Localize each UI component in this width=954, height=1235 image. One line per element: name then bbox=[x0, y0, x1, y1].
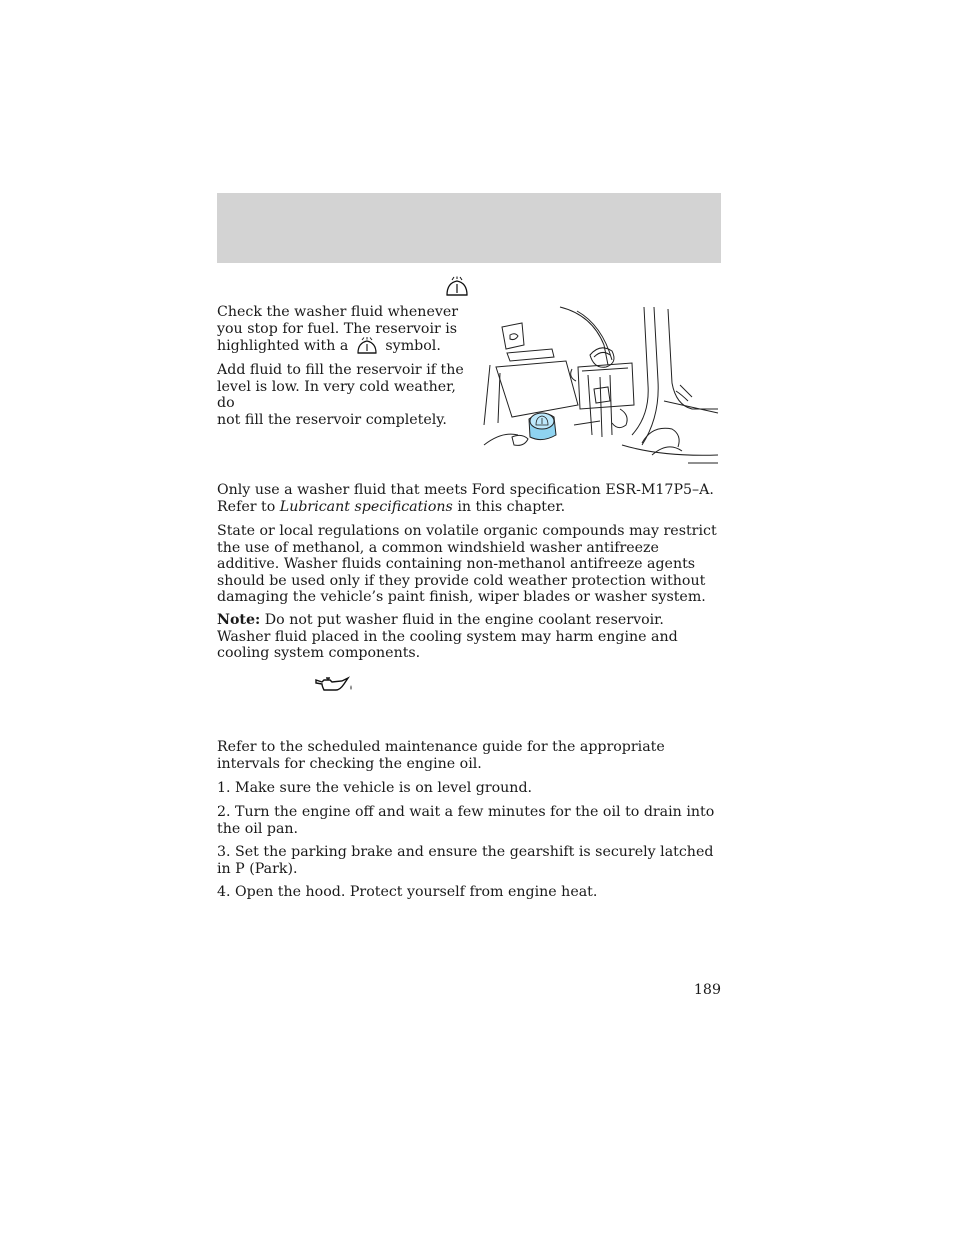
washer-add-paragraph: Add fluid to fill the reservoir if the level is low. In very cold weather, do not fill the reservoir completely. bbox=[217, 362, 464, 428]
oil-step-3: 3. Set the parking brake and ensure the gearshift is securely latched in P (Park). bbox=[217, 844, 714, 877]
oil-step-4: 4. Open the hood. Protect yourself from engine heat. bbox=[217, 884, 598, 900]
regulations-paragraph: State or local regulations on volatile organic compounds may restrict the use of methanol, a common windshield washer antifreeze additive. Washer fluids containing non-methanol antifreeze agents should be used only if they provide cold weather protection without damaging the vehicle’s paint finish, wiper blades or washer system. bbox=[217, 523, 717, 606]
header-band bbox=[217, 193, 721, 263]
note-label: Note: bbox=[217, 612, 261, 628]
engine-oil-icon bbox=[314, 676, 356, 694]
page-number: 189 bbox=[693, 982, 721, 998]
oil-step-2: 2. Turn the engine off and wait a few minutes for the oil to drain into the oil pan. bbox=[217, 804, 715, 837]
washer-reservoir-highlight bbox=[529, 413, 556, 440]
washer-fluid-inline-icon bbox=[355, 337, 379, 355]
oil-step-1: 1. Make sure the vehicle is on level ground. bbox=[217, 780, 533, 796]
washer-fluid-icon bbox=[444, 276, 470, 298]
note-paragraph: Note: Do not put washer fluid in the engine coolant reservoir. Washer fluid placed in the cooling system may harm engine and cooling system components. bbox=[217, 612, 678, 662]
washer-check-paragraph: Check the washer fluid whenever you stop for fuel. The reservoir is highlighted with a symbol. bbox=[217, 304, 459, 355]
engine-compartment-illustration bbox=[482, 305, 722, 465]
lubricant-specifications-reference: Lubricant specifications bbox=[279, 498, 453, 515]
washer-spec-paragraph: Only use a washer fluid that meets Ford specification ESR-M17P5–A. Refer to Lubricant specifications in this chapter. bbox=[217, 482, 714, 515]
oil-intro-paragraph: Refer to the scheduled maintenance guide for the appropriate intervals for checking the engine oil. bbox=[217, 739, 665, 772]
